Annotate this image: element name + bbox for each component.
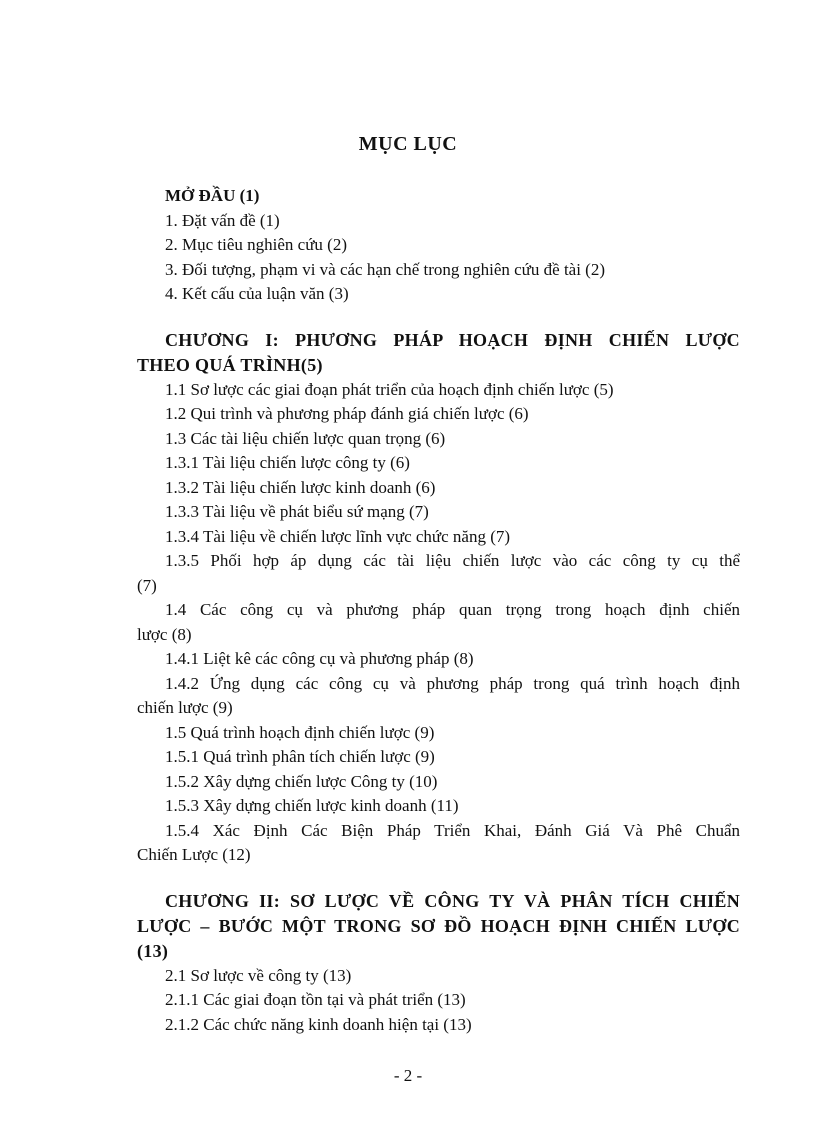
toc-entry: 1.3.1 Tài liệu chiến lược công ty (6) <box>165 453 410 472</box>
toc-entry: 2.1.2 Các chức năng kinh doanh hiện tại (13) <box>165 1014 472 1034</box>
toc-entry-continuation: Chiến Lược (12) <box>137 845 251 864</box>
toc-entry: 2.1 Sơ lược về công ty (13) <box>165 965 352 985</box>
intro-heading: MỞ ĐẦU (1) <box>165 186 260 205</box>
toc-entry: 1.3.4 Tài liệu về chiến lược lĩnh vực chức năng (7) <box>165 526 511 546</box>
toc-entry: 2.1.1 Các giai đoạn tồn tại và phát triển (13) <box>165 990 466 1009</box>
toc-entry: 2. Mục tiêu nghiên cứu (2) <box>165 235 348 254</box>
toc-entry: 1.3.2 Tài liệu chiến lược kinh doanh (6) <box>165 477 436 497</box>
toc-entry: 1.1 Sơ lược các giai đoạn phát triển của hoạch định chiến lược (5) <box>165 379 614 399</box>
table-of-contents <box>137 184 740 1037</box>
toc-entry: 1.3.5 Phối hợp áp dụng các tài liệu chiến lược vào các công ty cụ thể <box>165 551 740 570</box>
toc-entry: 1.4.1 Liệt kê các công cụ và phương pháp (8) <box>165 649 474 668</box>
toc-entry: 1.4 Các công cụ và phương pháp quan trọng trong hoạch định chiến <box>165 600 740 619</box>
page-title: MỤC LỤC <box>358 133 458 155</box>
toc-entry: 1.3.3 Tài liệu về phát biểu sứ mạng (7) <box>165 502 429 521</box>
chapter1-heading-line2: THEO QUÁ TRÌNH(5) <box>137 354 323 375</box>
toc-entry: 1.2 Qui trình và phương pháp đánh giá chiến lược (6) <box>165 404 529 423</box>
toc-entry-continuation: lược (8) <box>137 624 192 644</box>
toc-entry: 1.5 Quá trình hoạch định chiến lược (9) <box>165 722 435 742</box>
chapter1-heading-line1: CHƯƠNG I: PHƯƠNG PHÁP HOẠCH ĐỊNH CHIẾN LƯỢC <box>165 329 740 350</box>
toc-entry: 3. Đối tượng, phạm vi và các hạn chế trong nghiên cứu đề tài (2) <box>165 259 606 279</box>
chapter2-heading-line1: CHƯƠNG II: SƠ LƯỢC VỀ CÔNG TY VÀ PHÂN TÍCH CHIẾN <box>165 890 740 911</box>
toc-entry: 1.5.2 Xây dựng chiến lược Công ty (10) <box>165 771 438 791</box>
toc-entry: 1. Đặt vấn đề (1) <box>165 210 280 230</box>
toc-entry: 1.3 Các tài liệu chiến lược quan trọng (6) <box>165 428 446 448</box>
chapter2-heading-line3: (13) <box>137 940 169 961</box>
toc-entry: 1.5.4 Xác Định Các Biện Pháp Triển Khai, Đánh Giá Và Phê Chuẩn <box>165 820 740 840</box>
toc-entry: 1.5.1 Quá trình phân tích chiến lược (9) <box>165 747 435 766</box>
toc-entry-continuation: (7) <box>137 575 157 595</box>
toc-entry: 4. Kết cấu của luận văn (3) <box>165 284 349 303</box>
toc-entry-continuation: chiến lược (9) <box>137 698 233 717</box>
toc-entry: 1.5.3 Xây dựng chiến lược kinh doanh (11) <box>165 796 459 815</box>
toc-entry: 1.4.2 Ứng dụng các công cụ và phương pháp trong quá trình hoạch định <box>165 673 740 693</box>
page-number: - 2 - <box>393 1066 423 1085</box>
chapter2-heading-line2: LƯỢC – BƯỚC MỘT TRONG SƠ ĐỒ HOẠCH ĐỊNH CHIẾN LƯỢC <box>137 915 740 936</box>
